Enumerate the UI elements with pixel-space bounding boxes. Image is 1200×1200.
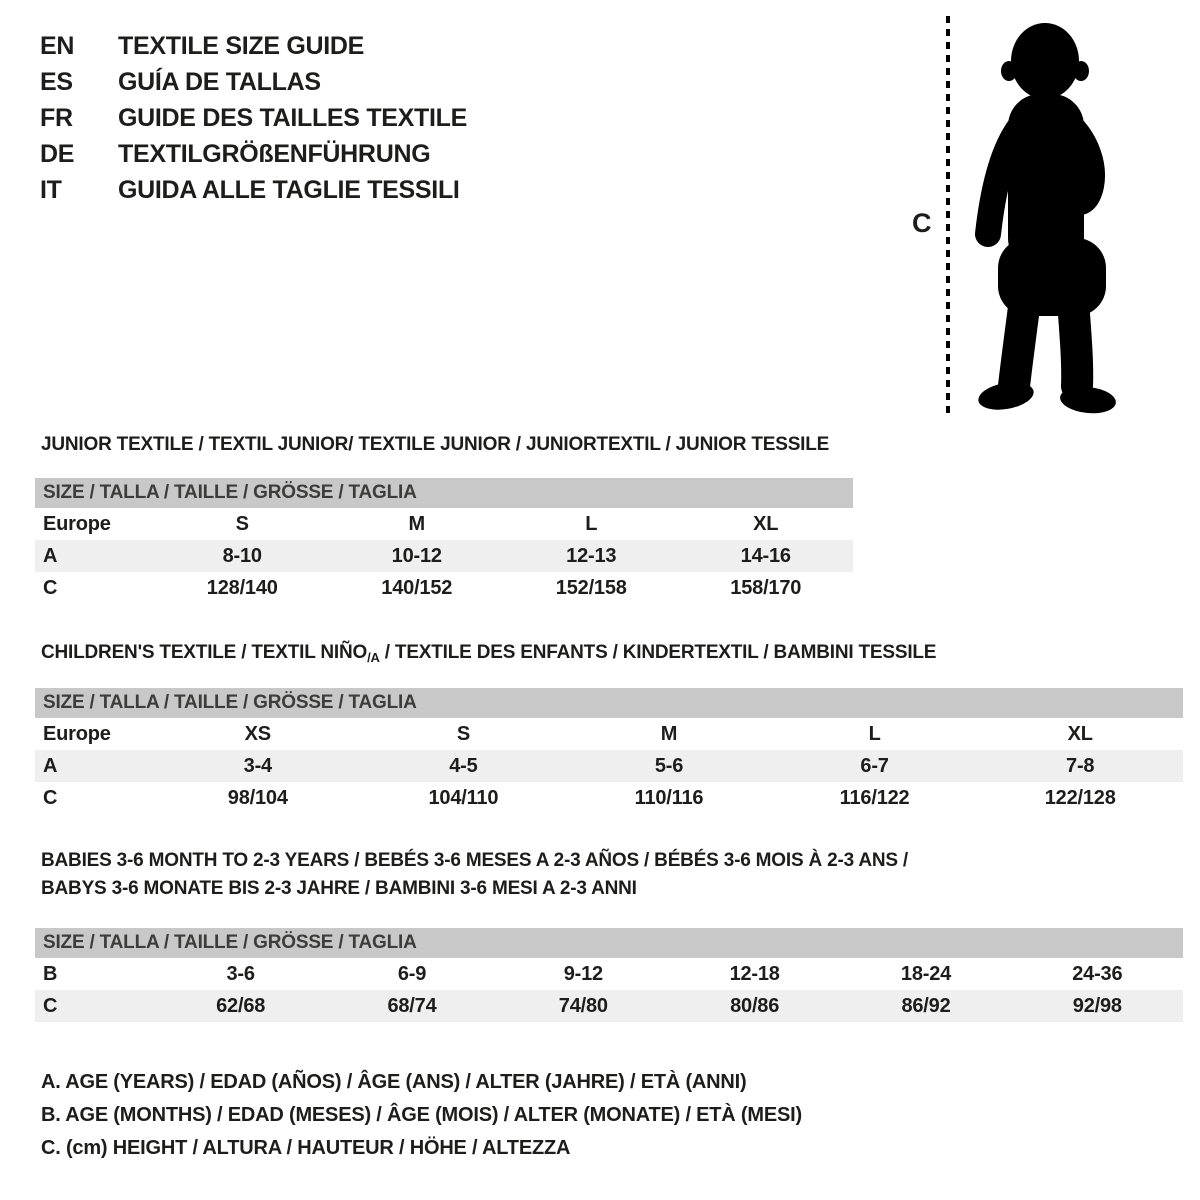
language-row-fr	[40, 100, 467, 136]
size-cell: S	[235, 512, 249, 535]
children-size-table	[35, 718, 1183, 814]
size-cell: L	[868, 722, 881, 745]
guide-title: TEXTILE SIZE GUIDE	[118, 31, 365, 60]
size-cell: M	[660, 722, 678, 745]
junior-size-table	[35, 508, 853, 604]
age-cell: 24-36	[1072, 962, 1123, 985]
age-cell: 9-12	[563, 962, 603, 985]
size-cell: S	[456, 722, 470, 745]
legend-line-a: A. AGE (YEARS) / EDAD (AÑOS) / ÂGE (ANS) / ALTER (JAHRE) / ETÀ (ANNI)	[41, 1071, 747, 1093]
age-cell: 10-12	[330, 540, 505, 572]
height-cell: 122/128	[1044, 786, 1116, 809]
height-cell: 110/116	[634, 786, 704, 809]
language-code: ES	[40, 67, 73, 96]
language-row-en	[40, 28, 467, 64]
guide-title: TEXTILGRÖßENFÜHRUNG	[118, 139, 431, 168]
language-row-it	[40, 172, 467, 208]
size-cell: M	[408, 512, 425, 535]
table-row-age-months	[35, 958, 1183, 990]
age-cell: 14-16	[679, 540, 854, 572]
children-table-block	[35, 688, 1183, 814]
height-dashed-line	[946, 16, 950, 416]
language-row-es	[40, 64, 467, 100]
height-cell: 98/104	[227, 786, 288, 809]
toddler-silhouette-icon	[964, 14, 1136, 418]
row-label: C	[43, 576, 58, 599]
children-title-rest: / TEXTILE DES ENFANTS / KINDERTEXTIL / BAMBINI TESSILE	[379, 642, 937, 663]
size-cell: XL	[753, 512, 779, 535]
age-cell: 12-13	[504, 540, 679, 572]
age-cell: 3-6	[226, 962, 255, 985]
age-cell: 5-6	[566, 750, 772, 782]
height-cell: 68/74	[326, 990, 497, 1022]
language-code: EN	[40, 31, 75, 60]
age-cell: 6-7	[772, 750, 978, 782]
height-cell: 128/140	[206, 576, 278, 599]
table-row-europe	[35, 718, 1183, 750]
row-label: C	[35, 990, 155, 1022]
height-cell: 86/92	[840, 990, 1011, 1022]
language-code: FR	[40, 103, 73, 132]
guide-title: GUIDE DES TAILLES TEXTILE	[118, 103, 468, 132]
table-row-height-cm	[35, 990, 1183, 1022]
height-cell: 152/158	[555, 576, 627, 599]
junior-section-title: JUNIOR TEXTILE / TEXTIL JUNIOR/ TEXTILE JUNIOR / JUNIORTEXTIL / JUNIOR TESSILE	[41, 434, 830, 455]
guide-title: GUIDA ALLE TAGLIE TESSILI	[118, 175, 460, 204]
table-row-height-cm	[35, 782, 1183, 814]
age-cell: 6-9	[397, 962, 427, 985]
babies-table-block	[35, 928, 1183, 1022]
height-cell: 140/152	[381, 576, 453, 599]
row-label: A	[35, 540, 155, 572]
row-label: Europe	[43, 722, 111, 745]
height-cell: 104/110	[428, 786, 499, 809]
babies-size-header-band: SIZE / TALLA / TAILLE / GRÖSSE / TAGLIA	[35, 928, 1183, 958]
language-row-de	[40, 136, 467, 172]
babies-title-line1: BABIES 3-6 MONTH TO 2-3 YEARS / BEBÉS 3-6 MESES A 2-3 AÑOS / BÉBÉS 3-6 MOIS À 2-3 ANS /	[41, 850, 909, 871]
age-cell: 7-8	[977, 750, 1183, 782]
height-cell: 74/80	[498, 990, 669, 1022]
babies-size-table	[35, 958, 1183, 1022]
row-label: Europe	[43, 512, 111, 535]
age-cell: 8-10	[155, 540, 330, 572]
age-cell: 18-24	[900, 962, 952, 985]
legend-line-b: B. AGE (MONTHS) / EDAD (MESES) / ÂGE (MOIS) / ALTER (MONATE) / ETÀ (MESI)	[41, 1104, 802, 1126]
size-cell: XL	[1067, 722, 1093, 745]
junior-size-header-band: SIZE / TALLA / TAILLE / GRÖSSE / TAGLIA	[35, 478, 853, 508]
height-cell: 92/98	[1012, 990, 1183, 1022]
table-row-height-cm	[35, 572, 853, 604]
children-title-sub: /A	[367, 650, 380, 665]
guide-title: GUÍA DE TALLAS	[118, 67, 321, 96]
children-section-title	[41, 642, 936, 665]
language-code: IT	[40, 175, 62, 204]
height-cell: 62/68	[155, 990, 326, 1022]
language-code: DE	[40, 139, 75, 168]
size-cell: L	[585, 512, 598, 535]
table-row-europe	[35, 508, 853, 540]
babies-section-title	[41, 847, 991, 903]
height-cell: 80/86	[669, 990, 840, 1022]
table-row-age-years	[35, 540, 853, 572]
row-label: C	[43, 786, 58, 809]
size-cell: XS	[244, 722, 271, 745]
legend-line-c: C. (cm) HEIGHT / ALTURA / HAUTEUR / HÖHE / ALTEZZA	[41, 1137, 571, 1159]
children-size-header-band: SIZE / TALLA / TAILLE / GRÖSSE / TAGLIA	[35, 688, 1183, 718]
measure-legend	[41, 1066, 802, 1165]
age-cell: 3-4	[155, 750, 361, 782]
row-label: A	[35, 750, 155, 782]
age-cell: 12-18	[729, 962, 780, 985]
babies-title-line2: BABYS 3-6 MONATE BIS 2-3 JAHRE / BAMBINI 3-6 MESI A 2-3 ANNI	[41, 878, 637, 899]
language-title-list	[40, 28, 467, 208]
age-cell: 4-5	[361, 750, 567, 782]
junior-table-block	[35, 478, 853, 604]
children-title-main: CHILDREN'S TEXTILE / TEXTIL NIÑO	[41, 642, 368, 663]
height-measure-label: C	[912, 208, 932, 238]
height-cell: 158/170	[730, 576, 802, 599]
height-cell: 116/122	[839, 786, 910, 809]
row-label: B	[43, 962, 58, 985]
table-row-age-years	[35, 750, 1183, 782]
